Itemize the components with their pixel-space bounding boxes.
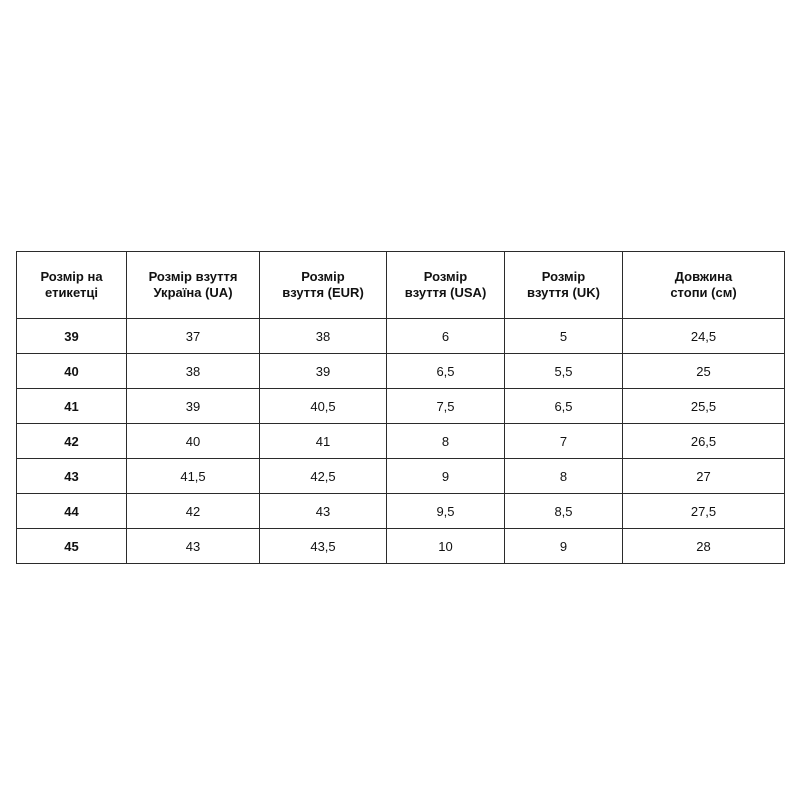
table-cell: 39: [127, 389, 260, 424]
table-cell: 8: [505, 459, 623, 494]
table-row: [17, 459, 785, 494]
table-cell: 5: [505, 319, 623, 354]
table-cell: 25,5: [623, 389, 785, 424]
table-cell: 43,5: [260, 529, 387, 564]
column-header-line: Розмір: [423, 269, 468, 284]
table-cell: 42: [17, 424, 127, 459]
table-cell: 8: [387, 424, 505, 459]
column-header-line: Розмір: [301, 269, 345, 284]
column-header-line: Розмір: [541, 269, 586, 284]
table-cell: 7,5: [387, 389, 505, 424]
table-cell: 44: [17, 494, 127, 529]
column-header-line: етикетці: [45, 285, 98, 300]
table-cell: 8,5: [505, 494, 623, 529]
column-header-line: Довжина: [674, 269, 733, 284]
table-cell: 26,5: [623, 424, 785, 459]
table-cell: 6,5: [387, 354, 505, 389]
table-cell: 10: [387, 529, 505, 564]
column-header-line: взуття (UK): [527, 285, 600, 300]
table-cell: 43: [127, 529, 260, 564]
column-header-foot-length: [623, 252, 785, 319]
table-cell: 39: [260, 354, 387, 389]
table-cell: 24,5: [623, 319, 785, 354]
table-cell: 43: [260, 494, 387, 529]
column-header-line: взуття (EUR): [282, 285, 364, 300]
table-cell: 28: [623, 529, 785, 564]
table-cell: 7: [505, 424, 623, 459]
table-cell: 27,5: [623, 494, 785, 529]
column-header-ua-size: [127, 252, 260, 319]
table-row: [17, 529, 785, 564]
table-cell: 42,5: [260, 459, 387, 494]
column-header-eur-size: [260, 252, 387, 319]
column-header-line: Розмір взуття: [148, 269, 238, 284]
column-header-label-size: [17, 252, 127, 319]
table-cell: 43: [17, 459, 127, 494]
table-cell: 38: [260, 319, 387, 354]
table-row: [17, 424, 785, 459]
column-header-line: Україна (UA): [153, 285, 233, 300]
table-cell: 45: [17, 529, 127, 564]
table-cell: 37: [127, 319, 260, 354]
column-header-line: стопи (см): [670, 285, 737, 300]
table-cell: 41: [260, 424, 387, 459]
table-cell: 40: [127, 424, 260, 459]
column-header-usa-size: [387, 252, 505, 319]
table-row: [17, 319, 785, 354]
column-header-line: Розмір на: [40, 269, 103, 284]
size-chart-table-wrapper: [16, 251, 784, 564]
column-header-line: взуття (USA): [404, 285, 487, 300]
table-cell: 5,5: [505, 354, 623, 389]
table-row: [17, 494, 785, 529]
table-cell: 41,5: [127, 459, 260, 494]
table-cell: 9,5: [387, 494, 505, 529]
table-cell: 25: [623, 354, 785, 389]
table-cell: 41: [17, 389, 127, 424]
table-row: [17, 389, 785, 424]
table-row: [17, 354, 785, 389]
table-cell: 42: [127, 494, 260, 529]
table-cell: 6: [387, 319, 505, 354]
table-cell: 9: [387, 459, 505, 494]
table-header-row: [17, 252, 785, 319]
column-header-uk-size: [505, 252, 623, 319]
table-cell: 38: [127, 354, 260, 389]
size-chart-table: [16, 251, 785, 564]
table-cell: 9: [505, 529, 623, 564]
table-cell: 6,5: [505, 389, 623, 424]
table-cell: 40,5: [260, 389, 387, 424]
table-cell: 27: [623, 459, 785, 494]
table-cell: 39: [17, 319, 127, 354]
table-cell: 40: [17, 354, 127, 389]
